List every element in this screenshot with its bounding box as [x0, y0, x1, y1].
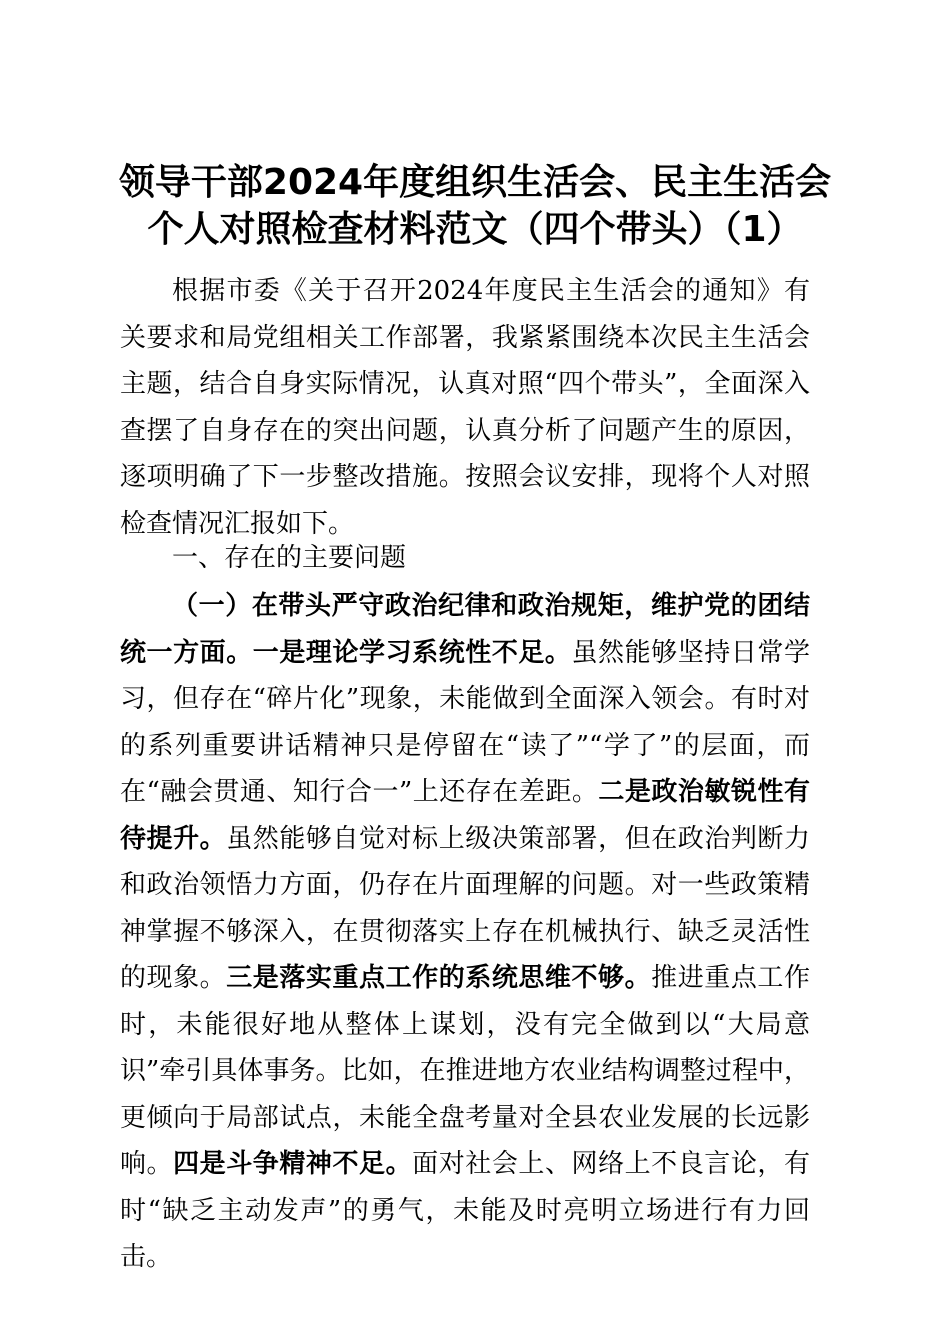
- section-heading: 一、存在的主要问题: [172, 543, 407, 573]
- intro-paragraph: 根据市委《关于召开2024年度民主生活会的通知》有关要求和局党组相关工作部署，我紧紧围绕本次民主生活会主题，结合自身实际情况，认真对照“四个带头”，全面深入查摆了自身存在的突出问题，认真分析了问题产生的原因，逐项明确了下一步整改措施。按照会议安排，现将个人对照检查情况汇报如下。: [120, 276, 810, 539]
- section-1-heading: （一）在带头严守政治纪律和政治规矩，维护党的团结统一方面。: [120, 591, 810, 668]
- document-title-line2: 个人对照检查材料范文（四个带头）（1）: [147, 209, 803, 250]
- intro-section: [120, 268, 810, 547]
- section-1: [120, 583, 810, 1281]
- point-3-text: 推进重点工作时，未能很好地从整体上谋划，没有完全做到以“大局意识”牵引具体事务。比如，在推进地方农业结构调整过程中，更倾向于局部试点，未能全盘考量对全县农业发展的长远影响。: [120, 963, 810, 1179]
- point-2-title: 二是政治敏锐性有待提升。: [120, 777, 810, 854]
- point-4-text: 面对社会上、网络上不良言论，有时“缺乏主动发声”的勇气，未能及时亮明立场进行有力回击。: [120, 1149, 810, 1272]
- point-1-text: 虽然能够坚持日常学习，但存在“碎片化”现象，未能做到全面深入领会。有时对的系列重要讲话精神只是停留在“读了”“学了”的层面，而在“融会贯通、知行合一”上还存在差距。: [120, 637, 810, 807]
- point-4-title: 四是斗争精神不足。: [173, 1149, 413, 1179]
- point-3-title: 三是落实重点工作的系统思维不够。: [226, 963, 652, 993]
- point-1-title: 一是理论学习系统性不足。: [252, 637, 572, 668]
- section-1-paragraph: [120, 583, 810, 1281]
- document-title-line1: 领导干部2024年度组织生活会、民主生活会: [118, 162, 832, 203]
- point-2-text: 虽然能够自觉对标上级决策部署，但在政治判断力和政治领悟力方面，仍存在片面理解的问题。对一些政策精神掌握不够深入，在贯彻落实上存在机械执行、缺乏灵活性的现象。: [120, 823, 810, 993]
